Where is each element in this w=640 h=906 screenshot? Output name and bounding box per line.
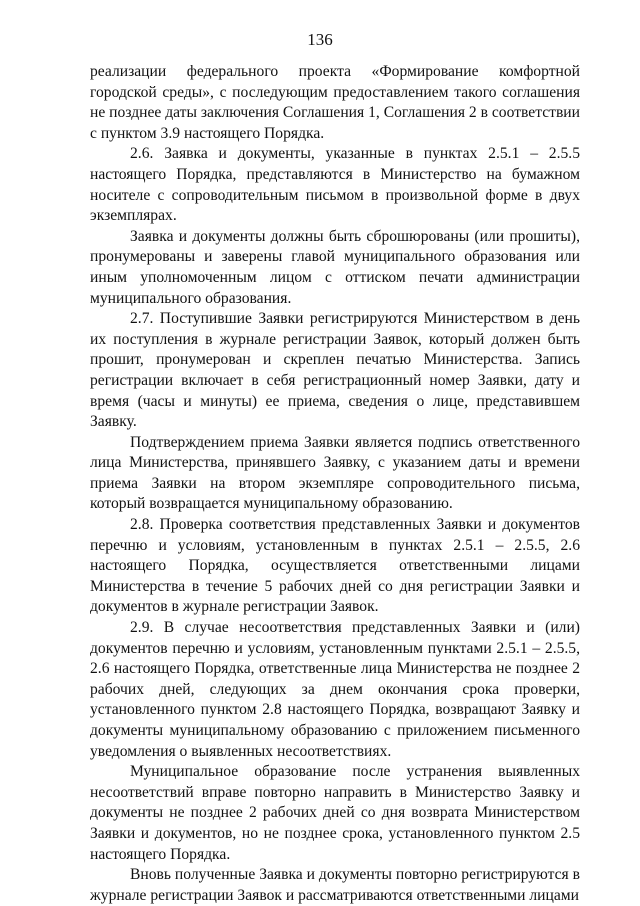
paragraph-receipt-confirmation: Подтверждением приема Заявки является подпись ответственного лица Министерства, принявшего Заявку, с указанием даты и времени приема Заявки на втором экземпляре сопроводительного письма, который возвращается муниципальному образованию. — [90, 433, 580, 513]
paragraph-2-7: 2.7. Поступившие Заявки регистрируются Министерством в день их поступления в журнале регистрации Заявок, который должен быть прошит, пронумерован и скреплен печатью Министерства. Запись регистрации включает в себя регистрационный номер Заявки, дату и время (часы и минуты) ее приема, сведения о лице, представившем Заявку. — [90, 310, 580, 431]
document-body — [90, 62, 580, 906]
paragraph-reregistration: Вновь полученные Заявка и документы повторно регистрируются в журнале регистрации Заявок и рассматриваются ответственными лицами — [90, 866, 580, 904]
paragraph-2-8: 2.8. Проверка соответствия представленных Заявки и документов перечню и условиям, установленным в пунктах 2.5.1 – 2.5.5, 2.6 настоящего Порядка, осуществляется ответственными лицами Министерства в течение 5 рабочих дней со дня регистрации Заявки и документов в журнале регистрации Заявок. — [90, 516, 580, 616]
page-number: 136 — [307, 30, 333, 49]
paragraph-2-6: 2.6. Заявка и документы, указанные в пунктах 2.5.1 – 2.5.5 настоящего Порядка, представляются в Министерство на бумажном носителе с сопроводительным письмом в произвольной форме в двух экземплярах. — [90, 145, 580, 225]
paragraph-resubmission: Муниципальное образование после устранения выявленных несоответствий вправе повторно направить в Министерство Заявку и документы не позднее 2 рабочих дней со дня возврата Министерством Заявки и документов, но не позднее срока, установленного пунктом 2.5 настоящего Порядка. — [90, 763, 580, 863]
paragraph-continuation: реализации федерального проекта «Формирование комфортной городской среды», с последующим предоставлением такого соглашения не позднее даты заключения Соглашения 1, Соглашения 2 в соответствии с пунктом 3.9 настоящего Порядка. — [90, 63, 580, 142]
paragraph-2-9: 2.9. В случае несоответствия представленных Заявки и (или) документов перечню и условиям, установленным пунктами 2.5.1 – 2.5.5, 2.6 настоящего Порядка, ответственные лица Министерства не позднее 2 рабочих дней, следующих за днем окончания срока проверки, установленного пунктом 2.8 настоящего Порядка, возвращают Заявку и документы муниципальному образованию с приложением письменного уведомления о выявленных несоответствиях. — [90, 619, 580, 760]
paragraph-binding-requirements: Заявка и документы должны быть сброшюрованы (или прошиты), пронумерованы и заверены главой муниципального образования или иным уполномоченным лицом с оттиском печати администрации муниципального образования. — [90, 227, 580, 307]
